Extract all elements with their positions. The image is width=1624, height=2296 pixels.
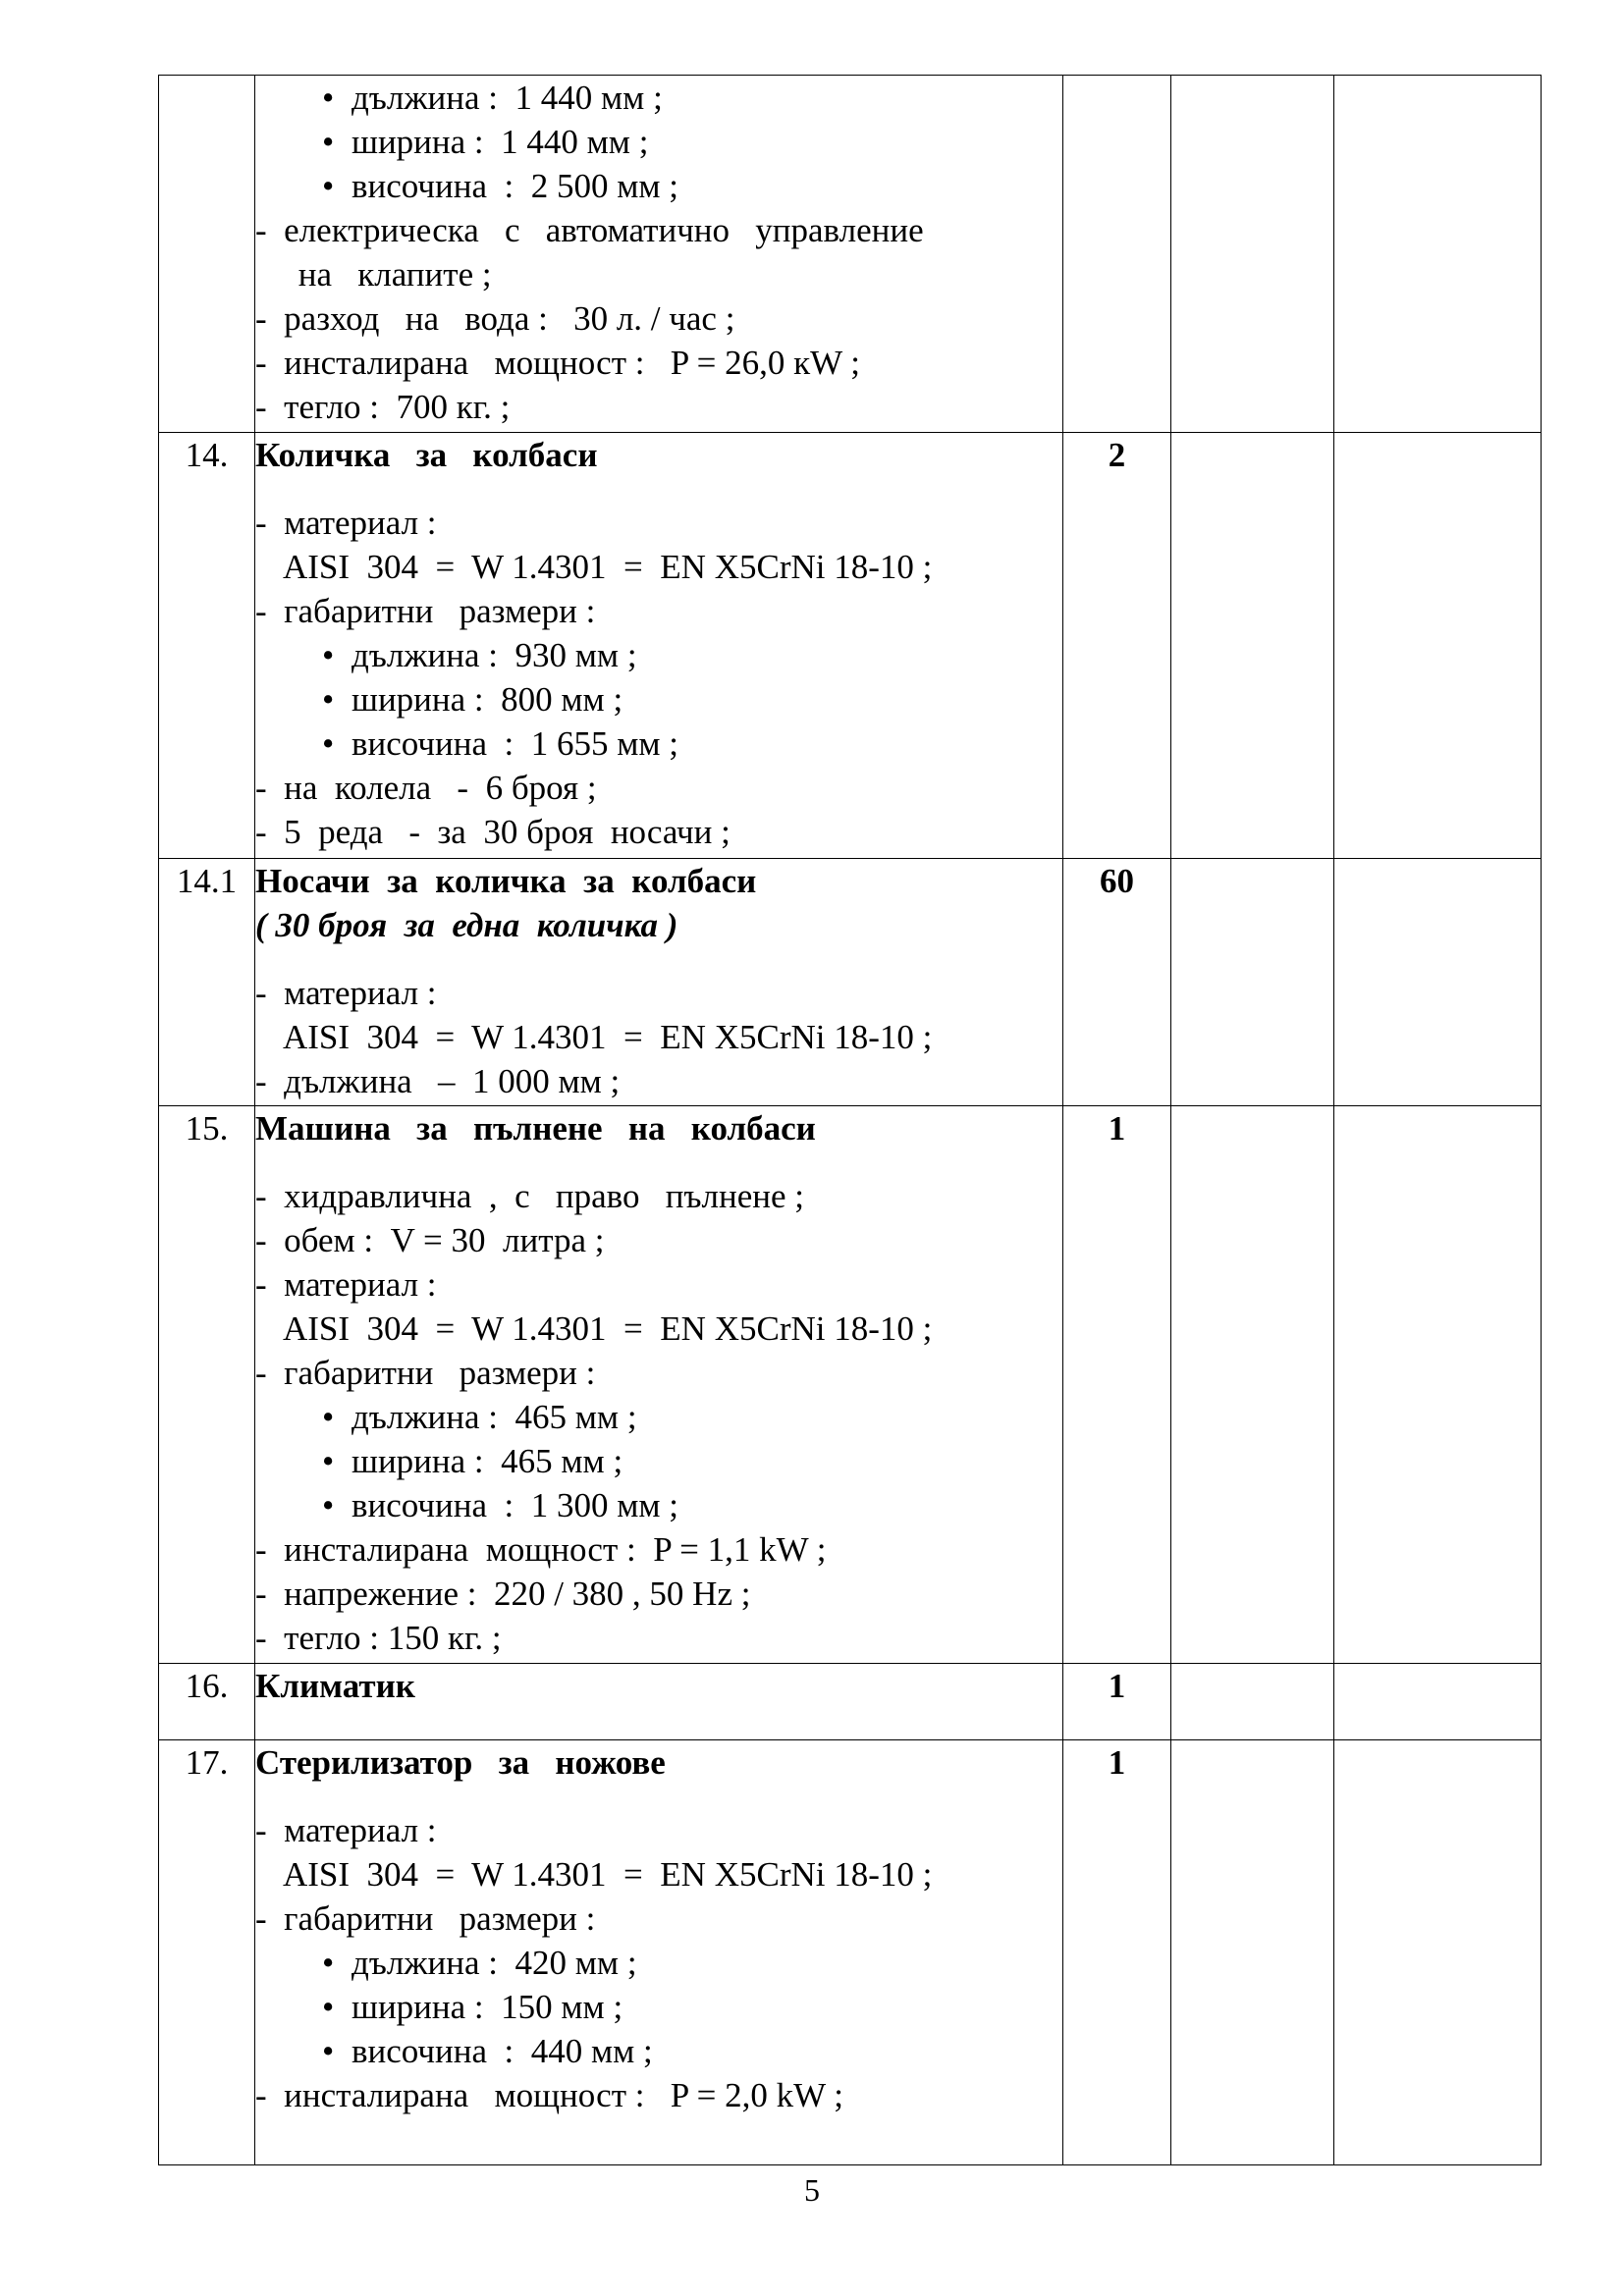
item-title: Машина за пълнене на колбаси [255, 1109, 816, 1148]
item-description-cell [255, 1740, 1063, 2165]
spec-line: - инсталирана мощност : P = 26,0 кW ; [255, 344, 861, 382]
item-description-cell [255, 1106, 1063, 1664]
spec-line: - хидравлична , с право пълнене ; [255, 1177, 804, 1215]
spec-line: - инсталирана мощност : P = 1,1 kW ; [255, 1530, 827, 1569]
dimensions-list [255, 1395, 1062, 1527]
table-row-item-14-1 [159, 859, 1542, 1106]
material-value: AISI 304 = W 1.4301 = EN X5CrNi 18-10 ; [283, 1309, 933, 1348]
spec-line: - обем : V = 30 литра ; [255, 1221, 605, 1259]
item-number-cell: 15. [159, 1106, 255, 1664]
empty-cell [1171, 76, 1334, 433]
list-item: • ширина : 800 мм ; [322, 677, 1062, 721]
item-description-cell [255, 433, 1063, 859]
empty-cell [1334, 859, 1542, 1106]
page-number: 5 [804, 2172, 820, 2208]
empty-cell [1334, 1106, 1542, 1664]
table-row-item-17 [159, 1740, 1542, 2165]
quantity-cell: 60 [1063, 859, 1171, 1106]
material-label: - материал : [255, 974, 437, 1012]
list-item: • дължина : 465 мм ; [322, 1395, 1062, 1439]
dimensions-list [255, 1941, 1062, 2073]
empty-cell [1334, 433, 1542, 859]
spec-line: - на колела - 6 броя ; [255, 769, 597, 807]
spec-line: на клапите ; [255, 255, 492, 294]
list-item: • ширина : 150 мм ; [322, 1985, 1062, 2029]
material-label: - материал : [255, 1811, 437, 1849]
item-subtitle: ( 30 броя за една количка ) [255, 906, 678, 944]
quantity-cell: 1 [1063, 1106, 1171, 1664]
dimensions-list [255, 76, 1062, 208]
spec-line: - напрежение : 220 / 380 , 50 Hz ; [255, 1575, 751, 1613]
item-title: Количка за колбаси [255, 436, 598, 474]
list-item: • дължина : 930 мм ; [322, 633, 1062, 677]
quantity-cell [1063, 76, 1171, 433]
material-value: AISI 304 = W 1.4301 = EN X5CrNi 18-10 ; [283, 548, 933, 586]
spec-line: - тегло : 700 кг. ; [255, 388, 511, 426]
spec-line: - тегло : 150 кг. ; [255, 1619, 502, 1657]
empty-cell [1171, 859, 1334, 1106]
table-row-item-16 [159, 1664, 1542, 1740]
spec-line: - разход на вода : 30 л. / час ; [255, 299, 735, 338]
table-row-item-14 [159, 433, 1542, 859]
list-item: • дължина : 1 440 мм ; [322, 76, 1062, 120]
empty-cell [1171, 1106, 1334, 1664]
dimensions-list [255, 633, 1062, 766]
list-item: • височина : 2 500 мм ; [322, 164, 1062, 208]
list-item: • ширина : 465 мм ; [322, 1439, 1062, 1483]
dimensions-label: - габаритни размери : [255, 1354, 596, 1392]
item-number-cell: 16. [159, 1664, 255, 1740]
item-description-cell [255, 1664, 1063, 1740]
empty-cell [1334, 1740, 1542, 2165]
list-item: • дължина : 420 мм ; [322, 1941, 1062, 1985]
empty-cell [1334, 1664, 1542, 1740]
item-description-cell [255, 859, 1063, 1106]
equipment-spec-table [158, 75, 1542, 2165]
item-number-cell: 17. [159, 1740, 255, 2165]
quantity-cell: 1 [1063, 1740, 1171, 2165]
item-number-cell: 14. [159, 433, 255, 859]
spec-line: - дължина – 1 000 мм ; [255, 1062, 621, 1100]
material-label: - материал : [255, 504, 437, 542]
material-value: AISI 304 = W 1.4301 = EN X5CrNi 18-10 ; [283, 1018, 933, 1056]
empty-cell [1171, 1664, 1334, 1740]
item-description-cell [255, 76, 1063, 433]
empty-cell [1171, 433, 1334, 859]
item-title: Носачи за количка за колбаси [255, 862, 757, 900]
item-title: Климатик [255, 1667, 415, 1705]
list-item: • височина : 1 655 мм ; [322, 721, 1062, 766]
table-row-item-15 [159, 1106, 1542, 1664]
material-label: - материал : [255, 1265, 437, 1304]
item-number-cell: 14.1 [159, 859, 255, 1106]
material-value: AISI 304 = W 1.4301 = EN X5CrNi 18-10 ; [283, 1855, 933, 1894]
list-item: • височина : 1 300 мм ; [322, 1483, 1062, 1527]
table-row-continuation [159, 76, 1542, 433]
empty-cell [1171, 1740, 1334, 2165]
list-item: • ширина : 1 440 мм ; [322, 120, 1062, 164]
spec-line: - електрическа с автоматично управление [255, 211, 924, 249]
quantity-cell: 2 [1063, 433, 1171, 859]
dimensions-label: - габаритни размери : [255, 1899, 596, 1938]
empty-cell [1334, 76, 1542, 433]
spec-line: - инсталирана мощност : P = 2,0 kW ; [255, 2076, 843, 2114]
spec-line: - 5 реда - за 30 броя носачи ; [255, 813, 731, 851]
item-number-cell [159, 76, 255, 433]
item-title: Стерилизатор за ножове [255, 1743, 666, 1782]
list-item: • височина : 440 мм ; [322, 2029, 1062, 2073]
dimensions-label: - габаритни размери : [255, 592, 596, 630]
quantity-cell: 1 [1063, 1664, 1171, 1740]
